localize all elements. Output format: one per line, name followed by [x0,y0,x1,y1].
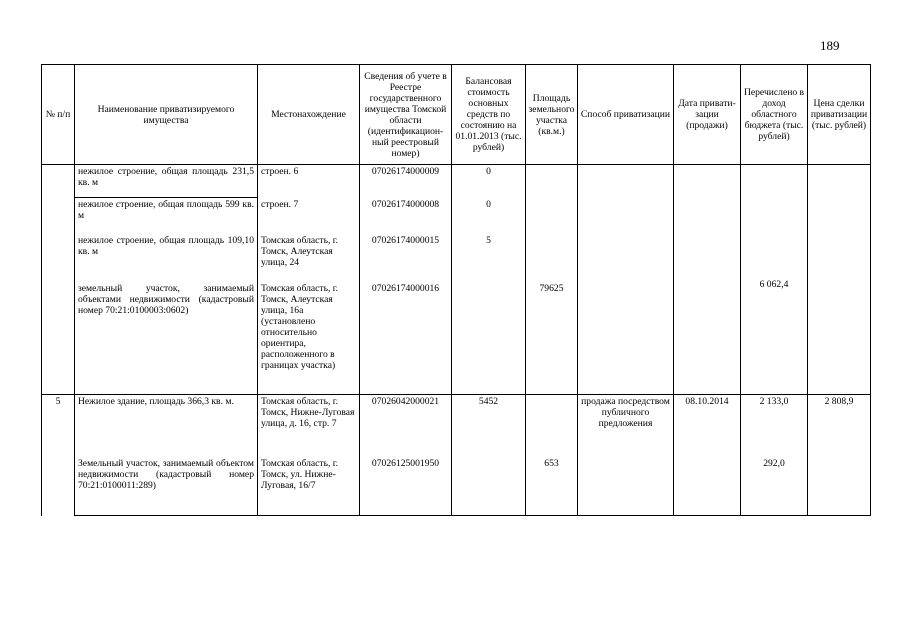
item-area [526,234,578,282]
item-price: 2 808,9 [808,395,871,457]
section-1 [42,165,871,395]
item-name: нежилое строение, общая площадь 599 кв. м [75,198,258,234]
item-name: Земельный участок, занимаемый объектом недвижимости (кадастровый номер 70:21:0100011:289) [75,457,258,516]
item-method [578,457,674,516]
item-area: 653 [526,457,578,516]
item-registry: 07026125001950 [360,457,452,516]
item-balance: 5452 [452,395,526,457]
table-row [42,165,871,198]
item-transferred: 2 133,0 [741,395,808,457]
item-balance: 0 [452,198,526,234]
item-date [674,165,741,395]
header-area: Площадь земельного участка (кв.м.) [526,65,578,165]
item-location: Томская область, г. Томск, Алеутская улица, 24 [258,234,360,282]
header-method: Способ приватизации [578,65,674,165]
header-transferred: Перечислено в доход областного бюджета (тыс. рублей) [741,65,808,165]
item-area [526,395,578,457]
header-num: № п/п [42,65,75,165]
item-registry: 07026042000021 [360,395,452,457]
header-location: Местонахождение [258,65,360,165]
item-registry: 07026174000009 [360,165,452,198]
row-num-cell [42,165,75,395]
header-row [42,65,871,165]
page-number: 189 [820,38,840,53]
item-balance: 0 [452,165,526,198]
item-price [808,457,871,516]
header-registry: Сведения об учете в Реестре государственного имущества Томской области (идентификацион-ный реестровый номер) [360,65,452,165]
item-transferred: 292,0 [741,457,808,516]
item-registry: 07026174000008 [360,198,452,234]
section-2 [42,395,871,516]
item-location: Томская область, г. Томск, ул. Нижне-Луговая, 16/7 [258,457,360,516]
item-balance: 5 [452,234,526,282]
privatization-table-wrapper [41,64,871,516]
header-name: Наименование приватизируемого имущества [75,65,258,165]
row-num-cell: 5 [42,395,75,516]
item-registry: 07026174000016 [360,282,452,395]
item-location: строен. 6 [258,165,360,198]
item-name: земельный участок, занимаемый объектами недвижимости (кадастровый номер 70:21:0100003:0602) [75,282,258,395]
item-balance [452,282,526,395]
item-transferred: 6 062,4 [741,165,808,395]
item-date: 08.10.2014 [674,395,741,457]
item-balance [452,457,526,516]
item-date [674,457,741,516]
item-location: строен. 7 [258,198,360,234]
header-balance: Балансовая стоимость основных средств по состоянию на 01.01.2013 (тыс. рублей) [452,65,526,165]
table-row [42,395,871,457]
item-area [526,165,578,198]
table-row [42,457,871,516]
item-name: Нежилое здание, площадь 366,3 кв. м. [75,395,258,457]
header-date: Дата привати-зации (продажи) [674,65,741,165]
item-name: нежилое строение, общая площадь 231,5 кв. м [75,165,258,198]
item-area: 79625 [526,282,578,395]
item-area [526,198,578,234]
item-location: Томская область, г. Томск, Алеутская улица, 16а (установлено относительно ориентира, расположенного в границах участка) [258,282,360,395]
item-method: продажа посредством публичного предложения [578,395,674,457]
item-price [808,165,871,395]
item-registry: 07026174000015 [360,234,452,282]
item-location: Томская область, г. Томск, Нижне-Луговая улица, д. 16, стр. 7 [258,395,360,457]
item-method [578,165,674,395]
item-name: нежилое строение, общая площадь 109,10 кв. м [75,234,258,282]
privatization-table [41,64,871,516]
header-price: Цена сделки приватизации (тыс. рублей) [808,65,871,165]
